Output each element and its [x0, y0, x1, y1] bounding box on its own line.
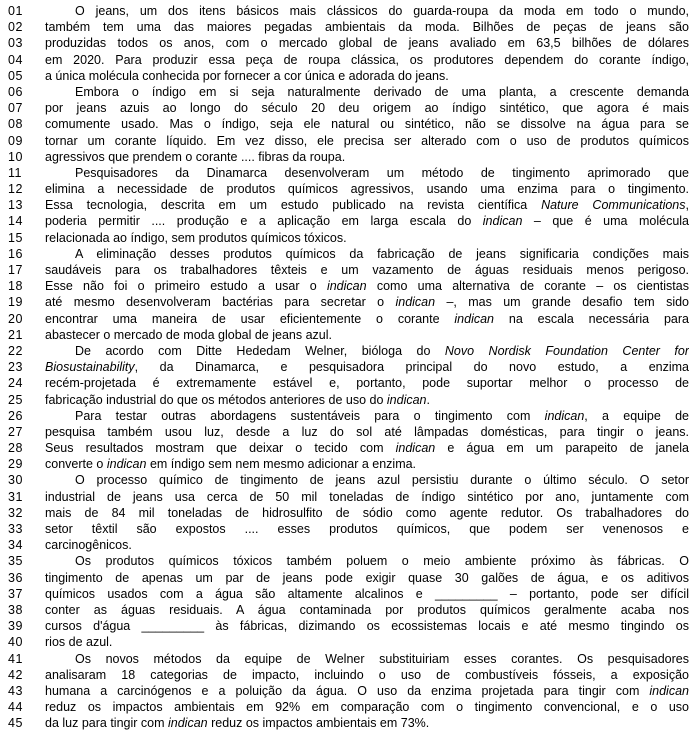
line-text [45, 181, 689, 197]
line-text [45, 537, 689, 553]
text-segment: industrial de jeans usa cerca de 50 mil toneladas de índigo sintético por ano, juntamente com [45, 489, 689, 504]
line-text [45, 246, 689, 262]
text-line [8, 715, 689, 731]
line-number: 03 [8, 36, 23, 51]
text-segment: da luz para tingir com [45, 716, 168, 731]
line-text [45, 651, 689, 667]
line-text [45, 165, 689, 181]
text-segment: pesquisa também usou luz, desde a luz do sol até lâmpadas domésticas, para tingir o jeans. [45, 424, 689, 439]
line-number: 24 [8, 376, 23, 391]
text-segment: químicos usados com a água são altamente alcalinos e _________ – portanto, pode ser difícil [45, 586, 689, 601]
text-line [8, 52, 689, 68]
line-text [45, 213, 689, 229]
line-text [45, 408, 689, 424]
italic-text-segment: indican [386, 392, 427, 407]
line-number: 13 [8, 198, 23, 213]
line-number: 29 [8, 457, 23, 472]
line-text [45, 440, 689, 456]
text-segment: elimina a necessidade de produtos químicos agressivos, usando uma enzima para o tingimento. [45, 182, 689, 197]
text-segment: – que é uma molécula [522, 214, 689, 229]
text-segment: Os novos métodos da equipe de Welner substituiriam esses corantes. Os pesquisadores [75, 651, 689, 666]
line-number: 45 [8, 716, 23, 731]
text-line [8, 521, 689, 537]
italic-text-segment: Novo Nordisk Foundation Center for [444, 343, 689, 358]
text-segment: Essa tecnologia, descrita em um estudo publicado na revista científica [45, 198, 542, 213]
text-line [8, 262, 689, 278]
text-segment: poderia permitir .... produção e a aplicação em larga escala do [45, 214, 483, 229]
text-segment: analisaram 18 categorias de impacto, incluindo o uso de combustíveis fósseis, a exposição [45, 667, 689, 682]
line-number: 37 [8, 586, 23, 601]
text-segment: cursos d'água _________ às fábricas, dizimando os ecossistemas locais e até mesmo tingindo os [45, 619, 689, 634]
line-number: 01 [8, 4, 23, 18]
text-line [8, 246, 689, 262]
text-segment: A eliminação desses produtos químicos da fabricação de jeans significaria condições mais [75, 246, 689, 261]
line-text [45, 52, 689, 68]
text-line [8, 553, 689, 569]
italic-text-segment: indican [167, 716, 208, 731]
line-text [45, 375, 689, 391]
text-line [8, 294, 689, 310]
text-segment: carcinogênicos. [45, 538, 132, 553]
line-text [45, 197, 689, 213]
text-line [8, 651, 689, 667]
text-line [8, 586, 689, 602]
italic-text-segment: indican [106, 457, 147, 472]
text-segment: em índigo sem nem mesmo adicionar a enzima. [146, 457, 417, 472]
line-text [45, 586, 689, 602]
text-line [8, 100, 689, 116]
italic-text-segment: indican [649, 683, 689, 698]
italic-text-segment: indican [454, 311, 495, 326]
text-line [8, 311, 689, 327]
text-segment: fabricação industrial do que os métodos anteriores de uso do [45, 392, 387, 407]
line-number: 36 [8, 570, 23, 585]
text-segment: mais de 84 mil toneladas de hidrosulfito de sódio como agente redutor. Os trabalhadores do [45, 505, 689, 520]
line-number: 44 [8, 700, 23, 715]
line-text [45, 472, 689, 488]
text-line [8, 181, 689, 197]
line-number: 34 [8, 538, 23, 553]
line-text [45, 359, 689, 375]
text-segment: em 2020. Para produzir essa peça de roupa clássica, os produtores dependem do corante índigo, [45, 52, 689, 67]
text-line [8, 489, 689, 505]
text-segment: , da Dinamarca, e pesquisadora principal do novo estudo, a enzima [134, 360, 689, 375]
text-segment: Seus resultados mostram que deixar o tecido com [45, 441, 396, 456]
text-segment: relacionada ao índigo, sem produtos químicos tóxicos. [45, 230, 347, 245]
text-line [8, 537, 689, 553]
text-line [8, 634, 689, 650]
text-line [8, 392, 689, 408]
text-segment: tornar um corante líquido. Em vez disso, ele precisa ser alterado com o uso de produtos químicos [45, 133, 689, 148]
line-text [45, 278, 689, 294]
text-line [8, 472, 689, 488]
line-text [45, 570, 689, 586]
text-line [8, 359, 689, 375]
line-text [45, 35, 689, 51]
line-text [45, 149, 689, 165]
line-text [45, 667, 689, 683]
text-segment: , [685, 198, 689, 213]
line-number: 32 [8, 505, 23, 520]
text-line [8, 602, 689, 618]
line-number: 18 [8, 279, 23, 294]
line-text [45, 424, 689, 440]
text-segment: O processo químico de tingimento de jeans azul persistiu durante o último século. O setor [75, 473, 689, 488]
line-number: 33 [8, 522, 23, 536]
line-number: 23 [8, 360, 23, 375]
text-line [8, 35, 689, 51]
text-line [8, 456, 689, 472]
text-segment: Os produtos químicos tóxicos também poluem o meio ambiente próximo às fábricas. O [75, 554, 689, 569]
text-line [8, 230, 689, 246]
line-number: 16 [8, 246, 23, 261]
text-line [8, 149, 689, 165]
line-text [45, 294, 689, 310]
text-line [8, 197, 689, 213]
text-segment: na escala necessária para [494, 311, 689, 326]
text-line [8, 327, 689, 343]
text-segment: saudáveis para os trabalhadores têxteis e um vazamento de águas residuais menos perigoso. [45, 263, 689, 277]
line-text [45, 683, 689, 699]
line-number: 26 [8, 408, 23, 423]
line-text [45, 553, 689, 569]
line-text [45, 230, 689, 246]
text-line [8, 84, 689, 100]
line-number: 08 [8, 117, 23, 132]
line-text [45, 634, 689, 650]
line-text [45, 489, 689, 505]
text-line [8, 375, 689, 391]
line-number: 04 [8, 52, 23, 67]
text-segment: –, mas um grande desafio tem sido [435, 295, 689, 310]
line-number: 11 [8, 165, 22, 180]
line-text [45, 456, 689, 472]
line-text [45, 343, 689, 359]
text-segment: , a equipe de [584, 408, 689, 423]
line-number: 17 [8, 263, 23, 277]
line-number: 02 [8, 20, 23, 35]
line-text [45, 618, 689, 634]
line-number: 14 [8, 214, 23, 229]
italic-text-segment: indican [482, 214, 523, 229]
line-number: 40 [8, 635, 23, 650]
text-line [8, 424, 689, 440]
line-number: 35 [8, 554, 23, 569]
text-line [8, 618, 689, 634]
text-segment: comumente usado. Mas o índigo, seja ele natural ou sintético, não se dissolve na água para se [45, 117, 689, 132]
text-line [8, 667, 689, 683]
text-line [8, 570, 689, 586]
text-line [8, 213, 689, 229]
document-body [8, 3, 689, 731]
line-text [45, 715, 689, 731]
italic-text-segment: indican [395, 441, 436, 456]
line-number: 20 [8, 311, 23, 326]
text-segment: Embora o índigo em si seja naturalmente derivado de uma planta, a crescente demanda [75, 84, 689, 99]
line-number: 10 [8, 149, 23, 164]
line-text [45, 521, 689, 537]
text-line [8, 68, 689, 84]
text-line [8, 19, 689, 35]
italic-text-segment: indican [395, 295, 436, 310]
line-number: 05 [8, 68, 23, 83]
line-number: 31 [8, 489, 23, 504]
text-segment: e água em um parapeito de janela [435, 441, 689, 456]
line-number: 21 [8, 327, 23, 342]
text-segment: reduz os impactos ambientais em 92% em comparação com o tingimento convencional, e o uso [45, 700, 689, 715]
text-segment: reduz os impactos ambientais em 73%. [207, 716, 430, 731]
text-segment: também tem uma das maiores pegadas ambientais da moda. Bilhões de peças de jeans são [45, 20, 689, 35]
line-text [45, 133, 689, 149]
line-text [45, 392, 689, 408]
text-segment: abastecer o mercado de moda global de jeans azul. [45, 327, 332, 342]
line-text [45, 116, 689, 132]
text-segment: Esse não foi o primeiro estudo a usar o [45, 279, 327, 294]
line-number: 27 [8, 424, 23, 439]
text-line [8, 165, 689, 181]
text-line [8, 3, 689, 19]
text-segment: até mesmo desenvolveram bactérias para secretar o [45, 295, 396, 310]
italic-text-segment: indican [326, 279, 367, 294]
text-line [8, 278, 689, 294]
text-line [8, 408, 689, 424]
line-text [45, 311, 689, 327]
text-line [8, 343, 689, 359]
text-segment: agressivos que prendem o corante .... fibras da roupa. [45, 149, 346, 164]
italic-text-segment: indican [544, 408, 585, 423]
italic-text-segment: Biosustainability [45, 360, 135, 375]
text-segment: O jeans, um dos itens básicos mais clássicos do guarda-roupa da moda em todo o mundo, [75, 4, 689, 18]
text-line [8, 699, 689, 715]
line-text [45, 505, 689, 521]
text-segment: encontrar uma maneira de usar eficientemente o corante [45, 311, 455, 326]
line-text [45, 699, 689, 715]
line-number: 41 [8, 651, 23, 666]
line-text [45, 3, 689, 19]
line-number: 09 [8, 133, 23, 148]
italic-text-segment: Nature Communications [541, 198, 686, 213]
line-text [45, 100, 689, 116]
line-number: 25 [8, 392, 23, 407]
text-segment: Para testar outras abordagens sustentáveis para o tingimento com [75, 408, 545, 423]
line-number: 28 [8, 441, 23, 456]
line-number: 42 [8, 667, 23, 682]
line-number: 15 [8, 230, 23, 245]
text-segment: setor têxtil são expostos .... esses produtos químicos, que podem ser venenosos e [45, 522, 689, 536]
line-text [45, 68, 689, 84]
text-segment: Pesquisadores da Dinamarca desenvolveram um método de tingimento aprimorado que [75, 165, 689, 180]
line-number: 39 [8, 619, 23, 634]
text-line [8, 683, 689, 699]
line-number: 22 [8, 343, 23, 358]
line-text [45, 262, 689, 278]
text-segment: recém-projetada é extremamente estável e, portanto, pode suportar melhor o processo de [45, 376, 689, 391]
line-number: 38 [8, 602, 23, 617]
text-line [8, 440, 689, 456]
text-segment: De acordo com Ditte Hededam Welner, bióloga do [75, 343, 445, 358]
line-number: 06 [8, 84, 23, 99]
text-line [8, 505, 689, 521]
line-number: 07 [8, 101, 23, 116]
line-text [45, 84, 689, 100]
text-segment: humana a carcinógenos e a poluição da água. O uso da enzima projetada para tingir com [45, 683, 650, 698]
text-segment: por jeans azuis ao longo do século 20 deu origem ao índigo sintético, que agora é mais [45, 101, 689, 116]
line-number: 12 [8, 182, 23, 197]
text-line [8, 116, 689, 132]
line-text [45, 602, 689, 618]
text-line [8, 133, 689, 149]
text-segment: produzidas todos os anos, com o mercado global de jeans avaliado em 63,5 bilhões de dólares [45, 36, 689, 51]
line-text [45, 19, 689, 35]
line-text [45, 327, 689, 343]
text-segment: . [426, 392, 430, 407]
line-number: 19 [8, 295, 23, 310]
text-segment: tingimento de apenas um par de jeans pode exigir quase 30 galões de água, e os aditivos [45, 570, 689, 585]
text-segment: rios de azul. [45, 635, 113, 650]
line-number: 30 [8, 473, 23, 488]
text-segment: converte o [45, 457, 107, 472]
text-segment: conter as águas residuais. A água contaminada por produtos químicos geralmente acaba nos [45, 602, 689, 617]
text-segment: como uma alternativa de corante – os cientistas [366, 279, 689, 294]
line-number: 43 [8, 683, 23, 698]
text-segment: a única molécula conhecida por fornecer a cor única e adorada do jeans. [45, 68, 449, 83]
